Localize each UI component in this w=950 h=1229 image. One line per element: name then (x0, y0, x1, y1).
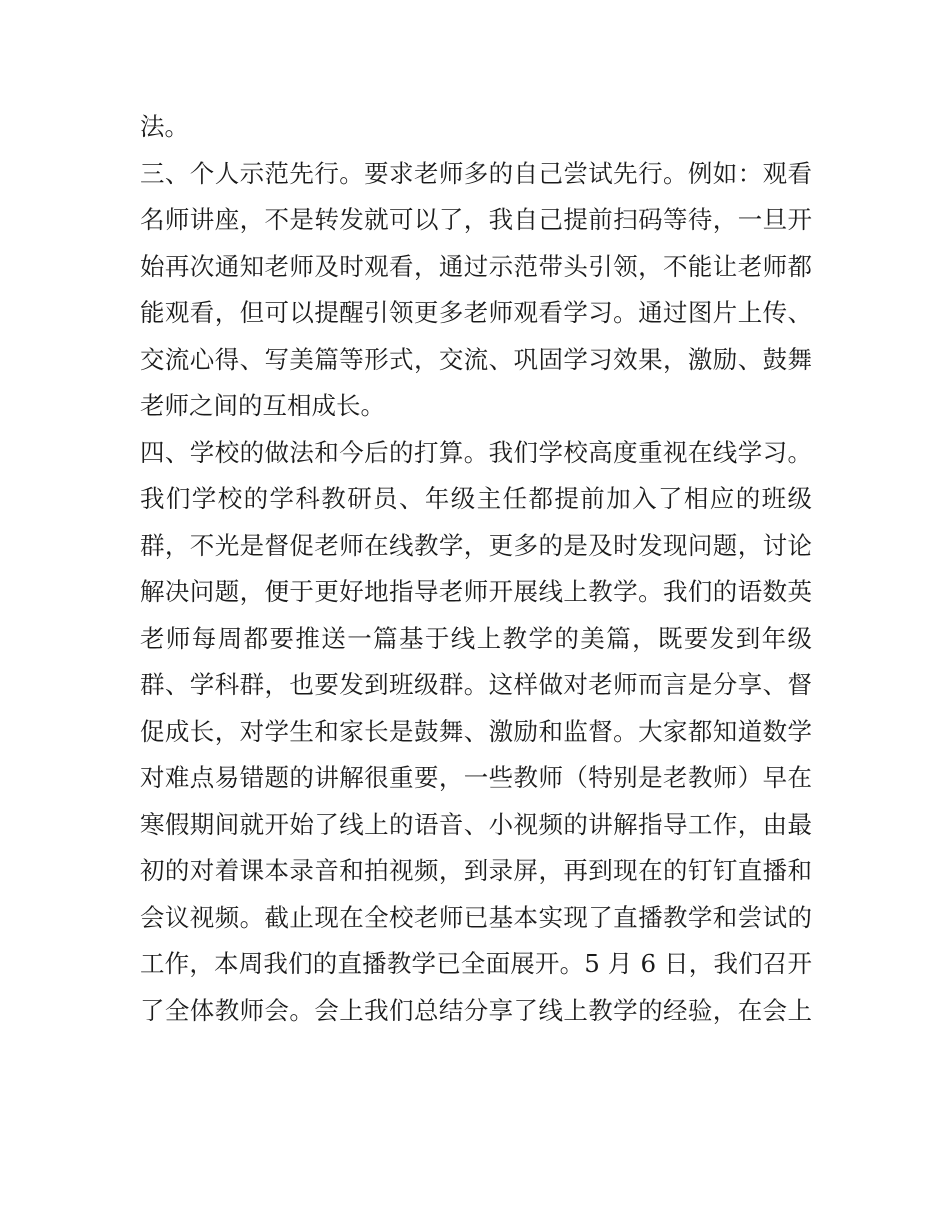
text-line: 群、学科群，也要发到班级群。这样做对老师而言是分享、督 (140, 670, 812, 699)
text-line: 法。 (140, 112, 189, 141)
text-line: 老师每周都要推送一篇基于线上教学的美篇，既要发到年级 (140, 623, 812, 653)
text-line: 会议视频。截止现在全校老师已基本实现了直播教学和尝试的 (140, 902, 812, 932)
text-line: 对难点易错题的讲解很重要，一些教师（特别是老教师）早在 (140, 763, 812, 792)
text-line: 交流心得、写美篇等形式，交流、巩固学习效果，激励、鼓舞 (140, 344, 812, 374)
text-line: 名师讲座，不是转发就可以了，我自己提前扫码等待，一旦开 (140, 205, 812, 234)
text-line: 老师之间的互相成长。 (140, 391, 385, 420)
text-line: 始再次通知老师及时观看，通过示范带头引领，不能让老师都 (140, 251, 812, 281)
text-line: 寒假期间就开始了线上的语音、小视频的讲解指导工作，由最 (140, 809, 812, 839)
text-line: 四、学校的做法和今后的打算。我们学校高度重视在线学习。 (140, 437, 812, 467)
text-line: 了全体教师会。会上我们总结分享了线上教学的经验，在会上 (140, 995, 812, 1025)
text-line: 群，不光是督促老师在线教学，更多的是及时发现问题，讨论 (140, 530, 812, 560)
text-line: 初的对着课本录音和拍视频，到录屏，再到现在的钉钉直播和 (140, 856, 812, 885)
text-line: 工作，本周我们的直播教学已全面展开。5 月 6 日，我们召开 (140, 949, 812, 978)
text-line: 解决问题，便于更好地指导老师开展线上教学。我们的语数英 (140, 577, 812, 606)
text-line: 三、个人示范先行。要求老师多的自己尝试先行。例如：观看 (140, 158, 812, 188)
text-line: 能观看，但可以提醒引领更多老师观看学习。通过图片上传、 (140, 298, 812, 327)
text-line: 我们学校的学科教研员、年级主任都提前加入了相应的班级 (140, 484, 812, 513)
text-line: 促成长，对学生和家长是鼓舞、激励和监督。大家都知道数学 (140, 716, 812, 746)
body-text (140, 104, 812, 1034)
